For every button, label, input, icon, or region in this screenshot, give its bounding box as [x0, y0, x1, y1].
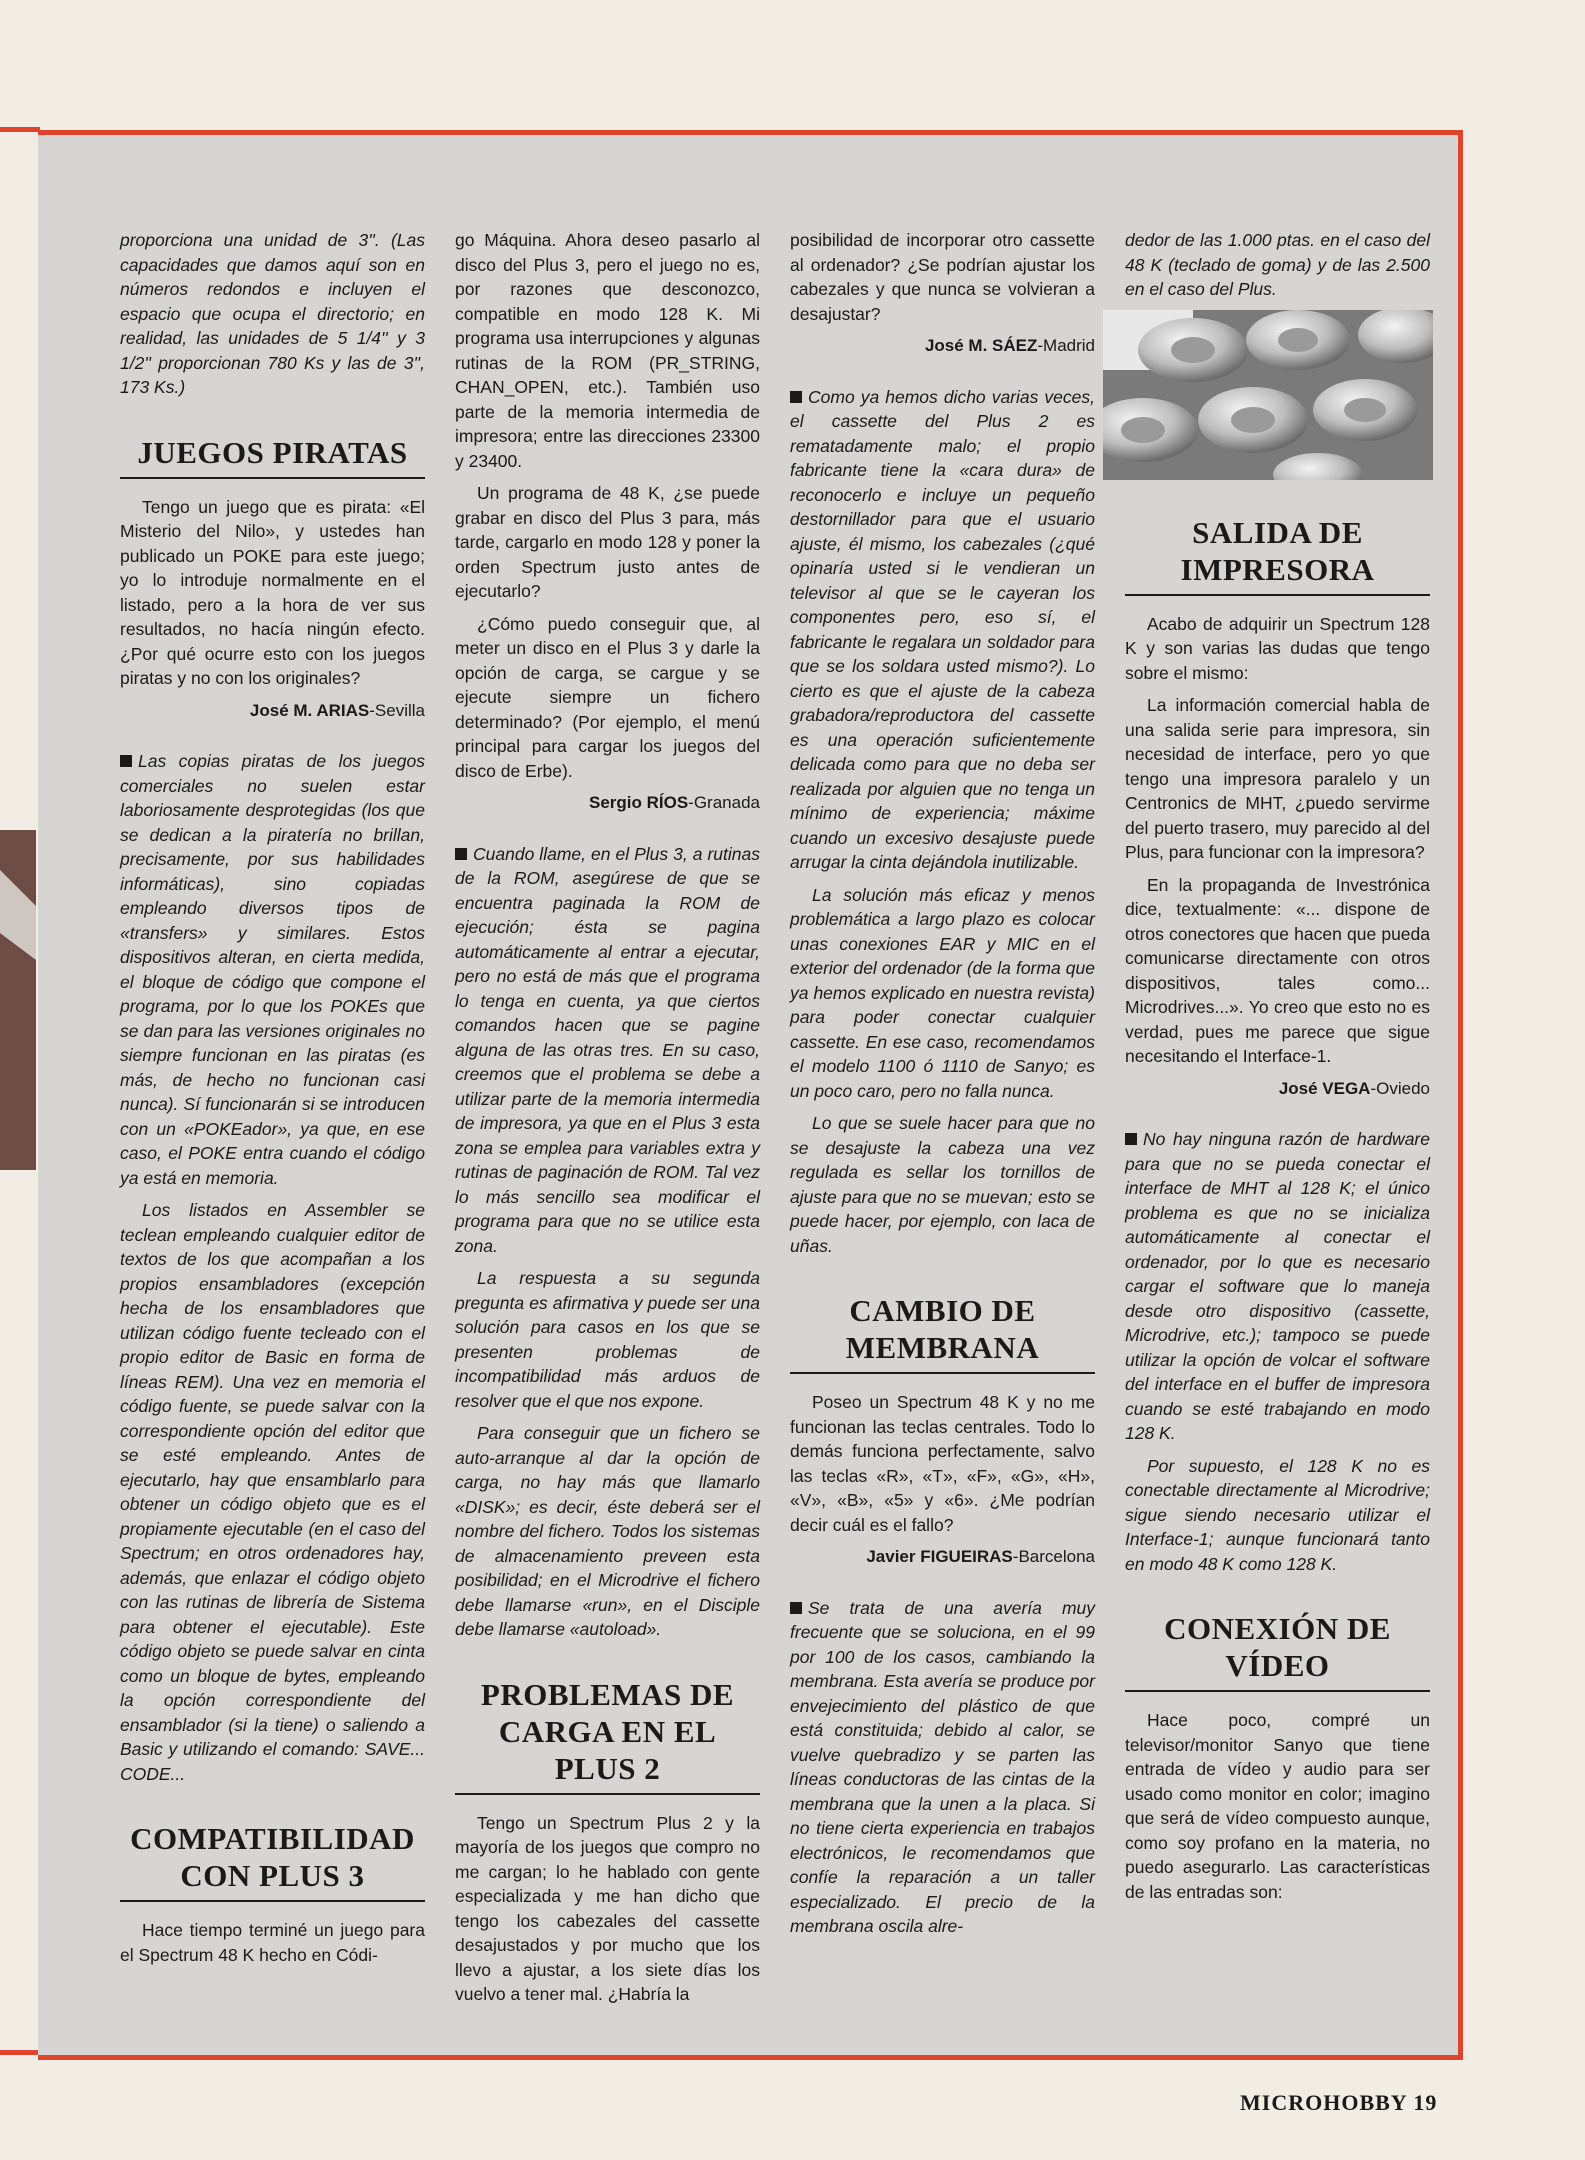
- paragraph: Los listados en Assembler se teclean empleando cualquier editor de textos de los que acompañan a los propios ensambladores (excepción hecha de los ensambladores que utilizan código fuente tecleado con el propio editor de Basic en forma de líneas REM). Una vez en memoria el código fuente, se puede salvar con la correspondiente opción del editor que se esté empleando. Antes de ejecutarlo, hay que ensamblarlo para obtener un código objeto que es el propiamente ejecutable (en el caso del Spectrum; en otros ordenadores hay, además, que enlazar el código objeto con las rutinas de librería de Sistema para obtener el ejecutable). Este código objeto se puede salvar en cinta como un bloque de bytes, empleando la opción correspondiente del ensamblador (si la tiene) o saliendo a Basic y utilizando el comando: SAVE... CODE...: [120, 1200, 425, 1784]
- paragraph: dedor de las 1.000 ptas. en el caso del 48 K (teclado de goma) y de las 2.500 en el caso del Plus.: [1125, 230, 1430, 299]
- signature: Javier FIGUEIRAS-Barcelona: [866, 1547, 1095, 1566]
- answer-square-icon: [790, 1602, 802, 1614]
- paragraph: posibilidad de incorporar otro cassette al ordenador? ¿Se podrían ajustar los cabezales y que nunca se volvieran a desajustar?: [790, 230, 1095, 324]
- section-heading-salida-impresora: SALIDA DE IMPRESORA: [1125, 514, 1430, 596]
- red-rule-top: [0, 127, 40, 132]
- magazine-name: MICROHOBBY: [1240, 2090, 1407, 2115]
- paragraph: proporciona una unidad de 3''. (Las capacidades que damos aquí son en números redondos e incluyen el espacio que ocupa el directorio; en realidad, las unidades de 5 1/4'' y 3 1/2'' proporcionan 780 Ks y las de 3'', 173 Ks.): [120, 230, 425, 397]
- answer-square-icon: [120, 755, 132, 767]
- column-3: [790, 228, 1095, 1947]
- section-heading-problemas-carga: PROBLEMAS DE CARGA EN EL PLUS 2: [455, 1676, 760, 1795]
- paragraph: Poseo un Spectrum 48 K y no me funcionan las teclas centrales. Todo lo demás funciona perfectamente, salvo las teclas «R», «T», «F», «G», «H», «V», «B», «5» y «6». ¿Me podrían decir cuál es el fallo?: [790, 1392, 1095, 1535]
- paragraph: Tengo un Spectrum Plus 2 y la mayoría de los juegos que compro no me cargan; lo he hablado con gente especializada y me han dicho que tengo los cabezales del cassette desajustados y por mucho que los llevo a ajustar, a los siete días los vuelvo a tener mal. ¿Habría la: [455, 1812, 760, 2004]
- column-1: [120, 228, 425, 1975]
- column-4: [1125, 228, 1430, 1912]
- answer-paragraph: Cuando llame, en el Plus 3, a rutinas de la ROM, asegúrese de que se encuentra paginada la ROM de ejecución; ésta se pagina automáticamente al entrar a ejecutar, pero no está de más que el programa lo tenga en cuenta, ya que ciertos comandos hacen que se pagine alguna de las otras tres. En su caso, creemos que el problema se debe a utilizar parte de la memoria intermedia de impresora, ya que en el Plus 3 esta zona se emplea para variables extra y rutinas de paginación de ROM. Tal vez lo más sencillo sea modificar el programa para que no se utilice esta zona.: [455, 843, 760, 1256]
- paragraph: Lo que se suele hacer para que no se desajuste la cabeza una vez regulada es sellar los tornillos de ajuste para que no se muevan; esto se puede hacer, por ejemplo, con laca de uñas.: [790, 1113, 1095, 1256]
- paragraph: Acabo de adquirir un Spectrum 128 K y son varias las dudas que tengo sobre el mismo:: [1125, 613, 1430, 683]
- signature: José M. SÁEZ-Madrid: [924, 336, 1095, 355]
- paragraph: En la propaganda de Investrónica dice, textualmente: «... dispone de otros conectores que hacen que pueda comunicarse directamente con otros dispositivos, tales como... Microdrives...». Yo creo que esto no es verdad, pues me parece que sigue necesitando el Interface-1.: [1125, 874, 1430, 1066]
- section-heading-compatibilidad: COMPATIBILIDAD CON PLUS 3: [120, 1820, 425, 1902]
- signature: Sergio RÍOS-Granada: [588, 793, 760, 812]
- answer-square-icon: [1125, 1133, 1137, 1145]
- paragraph: ¿Cómo puedo conseguir que, al meter un disco en el Plus 3 y darle la opción de carga, se cargue y se ejecute siempre un fichero determinado? (Por ejemplo, el menú principal para cargar los juegos del disco de Erbe).: [455, 613, 760, 781]
- answer-square-icon: [455, 848, 467, 860]
- page-footer: [1240, 2090, 1437, 2116]
- column-2: [455, 228, 760, 2015]
- answer-paragraph: Como ya hemos dicho varias veces, el cassette del Plus 2 es rematadamente malo; el propio fabricante tiene la «cara dura» de reconocerlo e incluye un pequeño destornillador para que el usuario ajuste, él mismo, los cabezales (¿qué opinaría usted si le vendieran un televisor al que se le cayeran los componentes pero, eso sí, el fabricante le regalara un soldador para que se los soldara usted mismo?). Lo cierto es que el ajuste de la cabeza grabadora/reproductora del cassette es una operación suficientemente delicada como para que no deba ser realizada por alguien que no tenga un mínimo de experiencia; máxime cuando un excesivo desajuste puede arrugar la cinta dejándola inutilizable.: [790, 386, 1095, 872]
- paragraph: go Máquina. Ahora deseo pasarlo al disco del Plus 3, pero el juego no es, por razones que desconozco, compatible en modo 128 K. Mi programa usa interrupciones y algunas rutinas de la ROM (PR_STRING, CHAN_OPEN, etc.). También uso parte de la memoria intermedia de impresora; entre las direcciones 23300 y 23400.: [455, 230, 760, 471]
- signature: José VEGA-Oviedo: [1278, 1078, 1430, 1098]
- paragraph: Un programa de 48 K, ¿se puede grabar en disco del Plus 3 para, más tarde, cargarlo en modo 128 y poner la orden Spectrum justo antes de ejecutarlo?: [455, 483, 760, 601]
- paragraph: Para conseguir que un fichero se auto-arranque al dar la opción de carga, no hay más que llamarlo «DISK»; es decir, éste deberá ser el nombre del fichero. Todos los sistemas de almacenamiento preveen esta posibilidad; en el Microdrive el fichero debe llamarse «run», en el Disciple debe llamarse «autoload».: [455, 1423, 760, 1639]
- keyboard-keys-photo: [1103, 310, 1433, 480]
- paragraph: Hace poco, compré un televisor/monitor Sanyo que tiene entrada de vídeo y audio para ser usado como monitor en color; imagino que será de vídeo compuesto aunque, como soy profano en la materia, no puedo asegurarlo. Las características de las entradas son:: [1125, 1710, 1430, 1902]
- signature: José M. ARIAS-Sevilla: [249, 700, 425, 720]
- answer-paragraph: No hay ninguna razón de hardware para que no se pueda conectar el interface de MHT al 128 K; el único problema es que no se inicializa automáticamente al conectar el ordenador, por lo que es necesario cargar el software que lo maneja desde otro dispositivo (cassette, Microdrive, etc.); tampoco se puede utilizar la opción de volcar el software del interface en el buffer de impresora cuando se esté trabajando en modo 128 K.: [1125, 1129, 1430, 1443]
- answer-square-icon: [790, 391, 802, 403]
- red-rule-bottom: [0, 2050, 40, 2055]
- section-heading-conexion-video: CONEXIÓN DE VÍDEO: [1125, 1610, 1430, 1692]
- paragraph: La información comercial habla de una salida serie para impresora, sin necesidad de interface, pero yo que tengo una impresora paralelo y un Centronics de MHT, ¿puedo servirme del puerto trasero, muy parecido al del Plus, para funcionar con la impresora?: [1125, 695, 1430, 862]
- paragraph: Tengo un juego que es pirata: «El Misterio del Nilo», y ustedes han publicado un POKE para este juego; yo lo introduje normalmente en el listado, pero a la hora de ver sus resultados, no hacía ningún efecto. ¿Por qué ocurre esto con los juegos piratas y no con los originales?: [120, 496, 425, 688]
- adjacent-page-photo-edge: [0, 830, 36, 1170]
- section-heading-cambio-membrana: CAMBIO DE MEMBRANA: [790, 1292, 1095, 1374]
- paragraph: Hace tiempo terminé un juego para el Spectrum 48 K hecho en Códi-: [120, 1920, 425, 1965]
- paragraph: La respuesta a su segunda pregunta es afirmativa y puede ser una solución para casos en los que se presenten problemas de incompatibilidad más arduos de resolver que el que nos expone.: [455, 1268, 760, 1411]
- page-number: 19: [1413, 2090, 1438, 2115]
- paragraph: La solución más eficaz y menos problemática a largo plazo es colocar unas conexiones EAR y MIC en el exterior del ordenador (de la forma que ya hemos explicado en nuestra revista) para poder conectar cualquier cassette. En ese caso, recomendamos el modelo 1100 ó 1110 de Sanyo; es un poco caro, pero no falla nunca.: [790, 884, 1095, 1101]
- paragraph: Por supuesto, el 128 K no es conectable directamente al Microdrive; sigue siendo necesario utilizar el Interface-1; aunque funcionará tanto en modo 48 K como 128 K.: [1125, 1455, 1430, 1574]
- section-heading-juegos-piratas: JUEGOS PIRATAS: [120, 434, 425, 479]
- answer-paragraph: Se trata de una avería muy frecuente que se soluciona, en el 99 por 100 de los casos, cambiando la membrana. Esta avería se produce por envejecimiento del plástico de que está constituida; debido al calor, se vuelve quebradizo y se parten las líneas conductoras de las cintas de la membrana que la unen a la placa. Si no tiene cierta experiencia en trabajos electrónicos, le recomendamos que confíe la reparación a un taller especializado. El precio de la membrana oscila alre-: [790, 1597, 1095, 1936]
- answer-paragraph: Las copias piratas de los juegos comerciales no suelen estar laboriosamente desprotegidas (los que se dedican a la piratería no brillan, precisamente, por sus habilidades informáticas), sino copiadas empleando diversos tipos de «transfers» y similares. Estos dispositivos alteran, en cierta medida, el bloque de código que compone el programa, por lo que los POKEs que se dan para las versiones originales no siempre funcionan en las piratas (es más, de hecho no funcionan casi nunca). Sí funcionarán si se introducen con un «POKEador», ya que, en ese caso, el POKE entra cuando el código ya está en memoria.: [120, 751, 425, 1188]
